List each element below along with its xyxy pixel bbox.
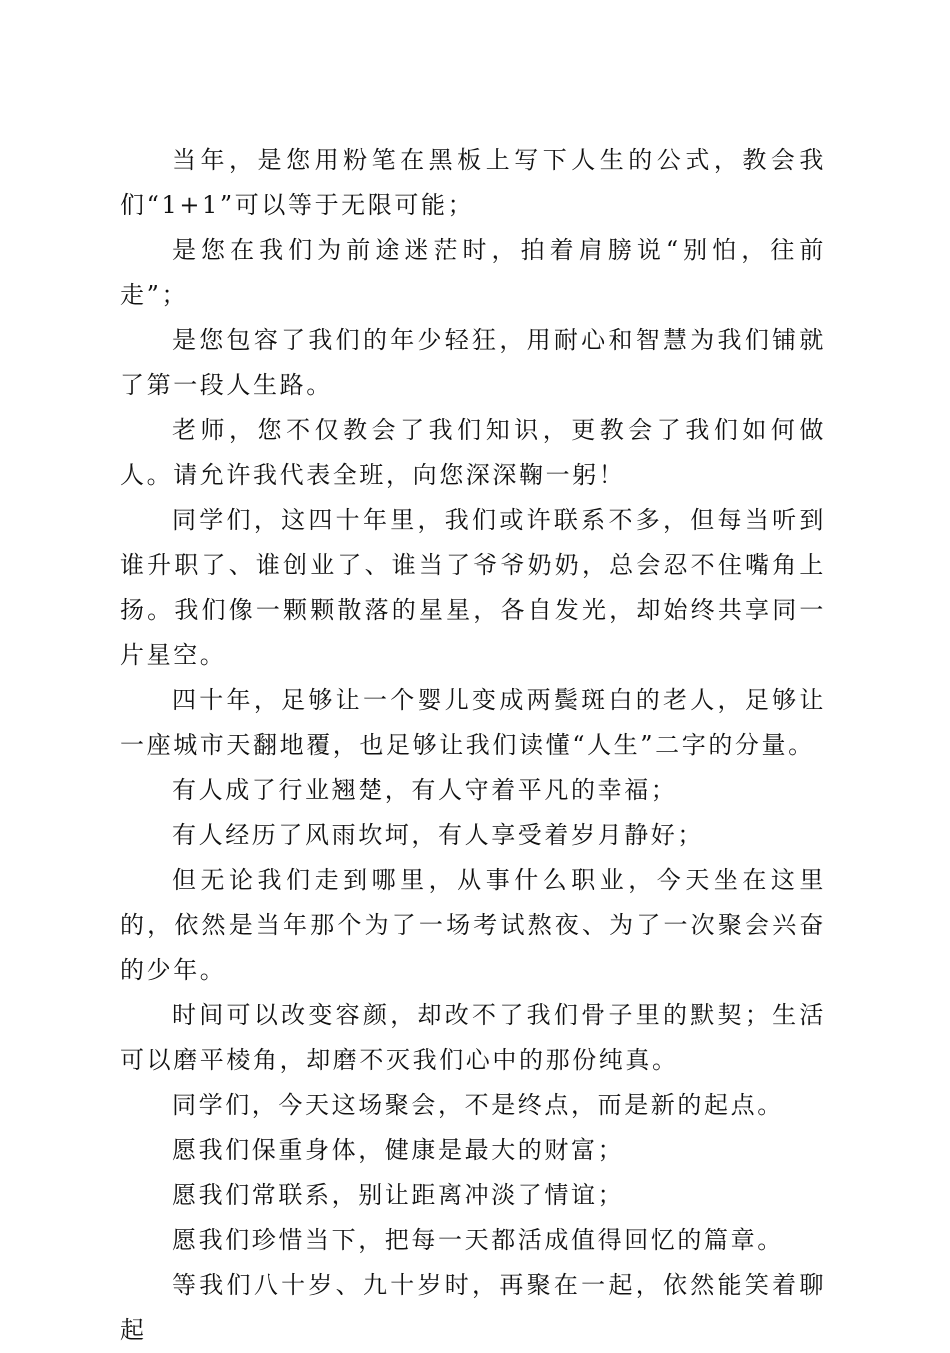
paragraph: 愿我们珍惜当下，把每一天都活成值得回忆的篇章。 (172, 1226, 784, 1254)
paragraph: 有人成了行业翘楚，有人守着平凡的幸福； (172, 776, 678, 804)
paragraph: 同学们，今天这场聚会，不是终点，而是新的起点。 (172, 1091, 784, 1119)
paragraph: 是您在我们为前途迷茫时，拍着肩膀说“别怕，往前走”； (120, 236, 826, 309)
paragraph: 时间可以改变容颜，却改不了我们骨子里的默契；生活可以磨平棱角，却磨不灭我们心中的那份纯真。 (120, 1001, 826, 1074)
paragraph: 等我们八十岁、九十岁时，再聚在一起，依然能笑着聊起 (120, 1271, 826, 1344)
paragraph: 当年，是您用粉笔在黑板上写下人生的公式，教会我们“1+1”可以等于无限可能； (120, 146, 826, 219)
paragraph: 四十年，足够让一个婴儿变成两鬓斑白的老人，足够让一座城市天翻地覆，也足够让我们读懂“人生”二字的分量。 (120, 686, 826, 759)
paragraph: 是您包容了我们的年少轻狂，用耐心和智慧为我们铺就了第一段人生路。 (120, 326, 826, 399)
paragraph: 有人经历了风雨坎坷，有人享受着岁月静好； (172, 821, 704, 849)
paragraph: 但无论我们走到哪里，从事什么职业，今天坐在这里的，依然是当年那个为了一场考试熬夜、为了一次聚会兴奋的少年。 (120, 866, 826, 984)
paragraph: 愿我们保重身体，健康是最大的财富； (172, 1136, 625, 1164)
paragraph: 老师，您不仅教会了我们知识，更教会了我们如何做人。请允许我代表全班，向您深深鞠一躬！ (120, 416, 826, 489)
document-body (120, 138, 826, 1353)
paragraph: 愿我们常联系，别让距离冲淡了情谊； (172, 1181, 625, 1209)
paragraph: 同学们，这四十年里，我们或许联系不多，但每当听到谁升职了、谁创业了、谁当了爷爷奶奶，总会忍不住嘴角上扬。我们像一颗颗散落的星星，各自发光，却始终共享同一片星空。 (120, 506, 826, 669)
